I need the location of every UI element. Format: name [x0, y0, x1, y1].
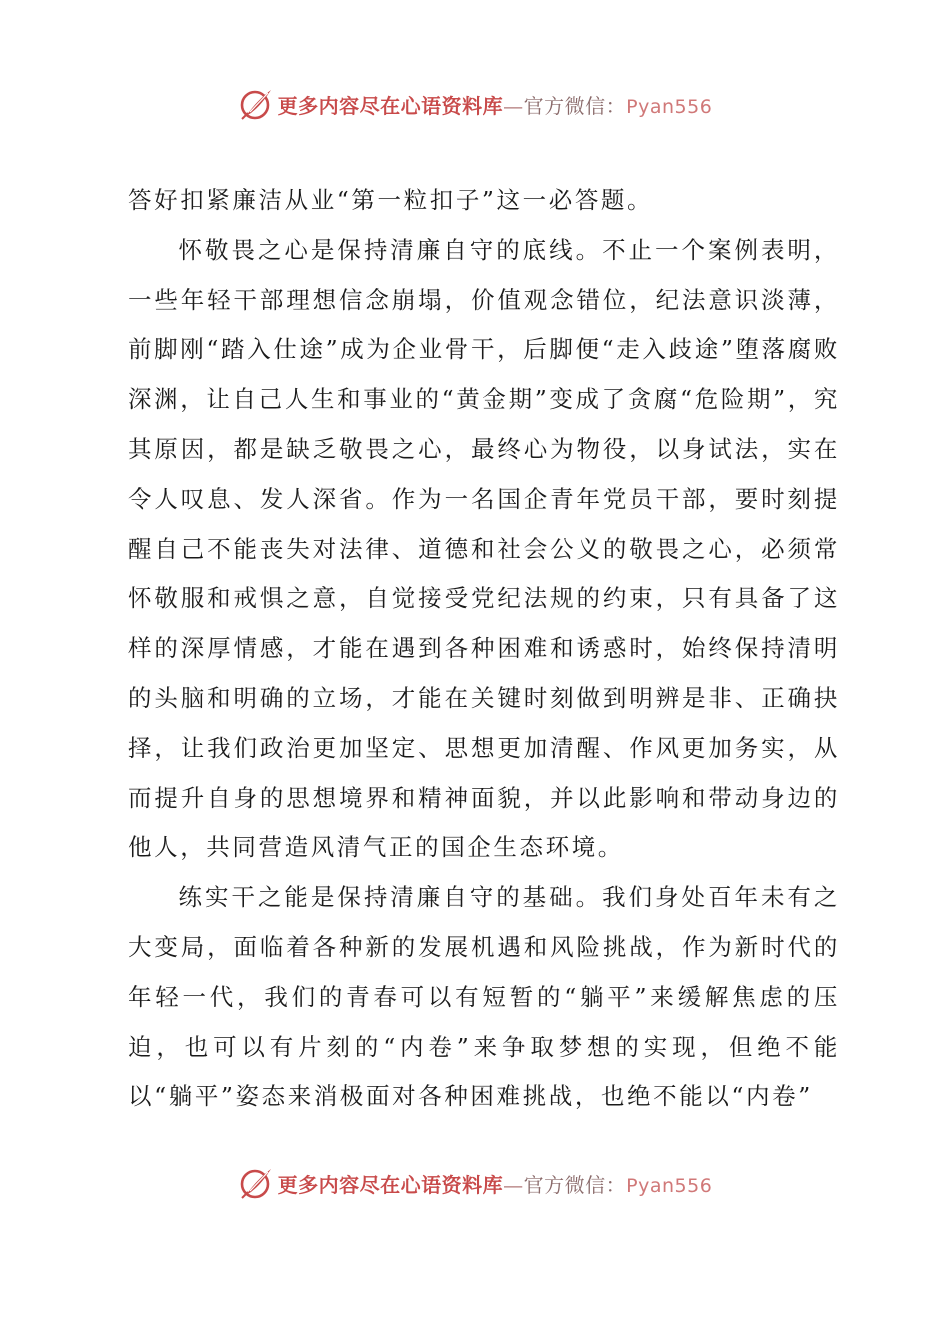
document-body: [128, 176, 840, 1122]
footer-watermark-banner: [0, 1163, 950, 1203]
watermark-wechat-label: 官方微信：: [523, 1172, 627, 1197]
watermark-wechat-label: 官方微信：: [523, 93, 627, 118]
watermark-main-text: 更多内容尽在心语资料库: [277, 93, 504, 118]
quill-logo-icon: [238, 86, 274, 122]
watermark-text: [278, 1169, 713, 1198]
paragraph-continuation: 答好扣紧廉洁从业“第一粒扣子”这一必答题。: [128, 186, 654, 214]
quill-logo-icon: [238, 1165, 274, 1201]
header-watermark-banner: [0, 84, 950, 124]
watermark-separator: —: [503, 1172, 524, 1197]
paragraph-reverence: 怀敬畏之心是保持清廉自守的底线。不止一个案例表明，一些年轻干部理想信念崩塌，价值观念错位，纪法意识淡薄，前脚刚“踏入仕途”成为企业骨干，后脚便“走入歧途”堕落腐败深渊，让自己人生和事业的“黄金期”变成了贪腐“危险期”，究其原因，都是缺乏敬畏之心，最终心为物役，以身试法，实在令人叹息、发人深省。作为一名国企青年党员干部，要时刻提醒自己不能丧失对法律、道德和社会公义的敬畏之心，必须常怀敬服和戒惧之意，自觉接受党纪法规的约束，只有具备了这样的深厚情感，才能在遇到各种困难和诱惑时，始终保持清明的头脑和明确的立场，才能在关键时刻做到明辨是非、正确抉择，让我们政治更加坚定、思想更加清醒、作风更加务实，从而提升自身的思想境界和精神面貌，并以此影响和带动身边的他人，共同营造风清气正的国企生态环境。: [128, 235, 840, 862]
watermark-main-text: 更多内容尽在心语资料库: [277, 1172, 504, 1197]
watermark-wechat-id: Pyan556: [626, 1174, 713, 1197]
watermark-separator: —: [503, 93, 524, 118]
paragraph-practical-ability: 练实干之能是保持清廉自守的基础。我们身处百年未有之大变局，面临着各种新的发展机遇和风险挑战，作为新时代的年轻一代，我们的青春可以有短暂的“躺平”来缓解焦虑的压迫，也可以有片刻的“内卷”来争取梦想的实现，但绝不能以“躺平”姿态来消极面对各种困难挑战，也绝不能以“内卷”: [128, 883, 840, 1111]
watermark-wechat-id: Pyan556: [626, 95, 713, 118]
watermark-text: [278, 90, 713, 119]
